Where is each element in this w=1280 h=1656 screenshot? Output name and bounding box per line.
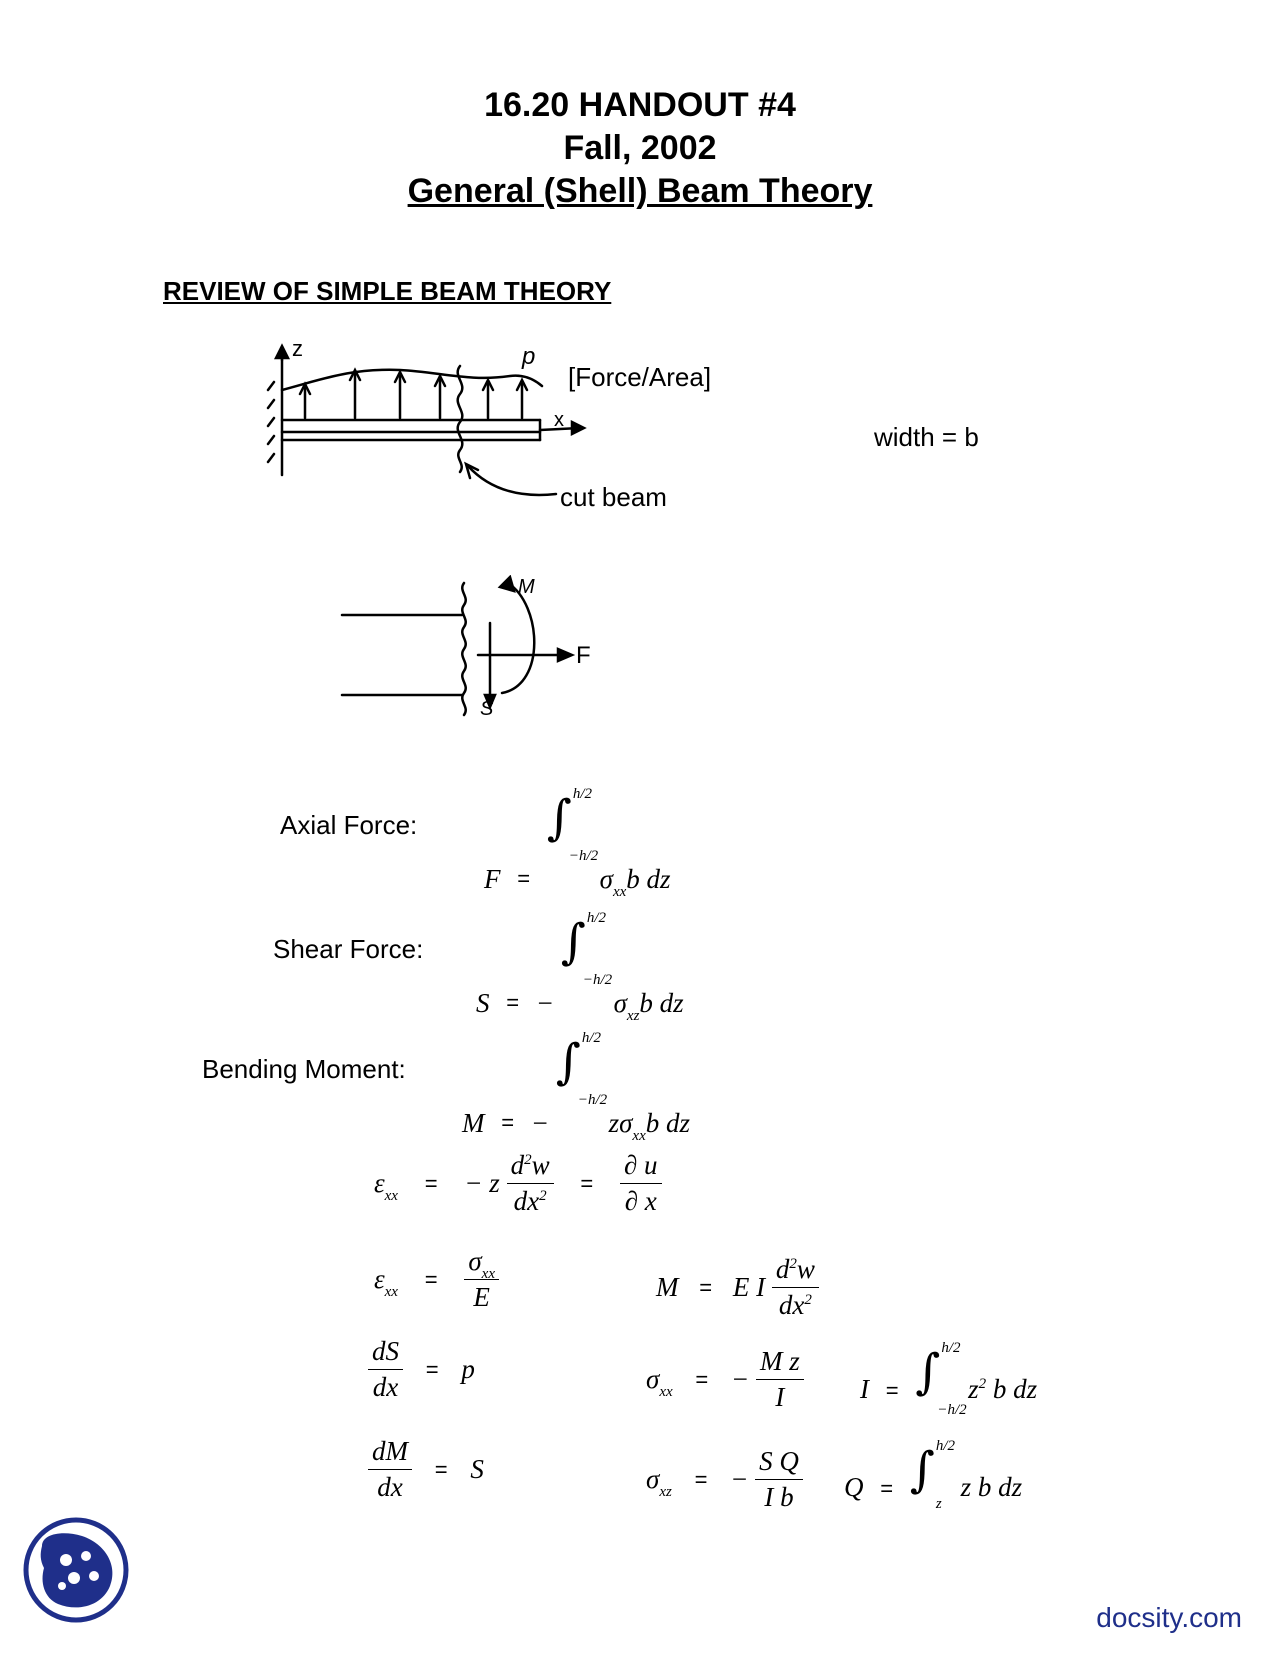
docsity-logo-icon	[22, 1516, 130, 1624]
lower-limit: −h/2	[582, 972, 613, 988]
upper-limit: h/2	[941, 1340, 961, 1356]
page-title-text: General (Shell) Beam Theory	[407, 172, 873, 210]
lower-limit: −h/2	[577, 1092, 608, 1108]
moment-of-inertia-equation: I = ∫ h/2 −h/2 $z^2$ b dz	[860, 1340, 1038, 1418]
z-axis-label: z	[292, 340, 303, 361]
shear-label: S	[480, 698, 494, 720]
section-heading: REVIEW OF SIMPLE BEAM THEORY	[163, 276, 612, 306]
upper-limit: h/2	[586, 910, 607, 926]
strain-curvature-equation: $\varepsilon_{xx}$ = − z $\frac{d^2w}{dx^2}$ = $\frac{\partial u}{\partial x}$	[374, 1150, 662, 1217]
lower-limit: −h/2	[568, 848, 599, 864]
moment-curvature-equation: M = E I $\frac{d^2w}{dx^2}$	[656, 1254, 819, 1321]
axial-force-equation: F $_=$ ∫ h/2 −h/2 $\sigma_{xx}b$ dz	[484, 786, 671, 900]
moment-label: M	[518, 576, 535, 598]
cut-beam-label: cut beam	[560, 482, 667, 512]
shear-load-equation: $\frac{dS}{dx}$ = p	[368, 1336, 475, 1403]
first-moment-equation: Q = ∫ h/2 z z b dz	[844, 1438, 1023, 1512]
axial-force-label: F	[576, 642, 591, 669]
bending-moment-label-text: Bending Moment:	[202, 1054, 406, 1084]
load-p-label: p	[522, 343, 536, 370]
cut-section-diagram	[330, 575, 630, 725]
moment-shear-equation: $\frac{dM}{dx}$ = S	[368, 1436, 484, 1503]
unit-label: [Force/Area]	[568, 362, 712, 392]
beam-load-diagram	[260, 340, 980, 540]
bending-moment-equation: M $_=$ − ∫ h/2 −h/2 $z\sigma_{xx}b$ dz	[462, 1030, 691, 1144]
page-title	[0, 174, 1280, 208]
width-label: width = b	[874, 422, 979, 452]
upper-limit: h/2	[935, 1438, 956, 1454]
axial-force-label-text: Axial Force:	[280, 810, 418, 840]
x-axis-label: x	[554, 409, 564, 431]
hooke-law-equation: $\varepsilon_{xx}$ = $\frac{\sigma_{xx}}{E}$	[374, 1246, 499, 1313]
shear-force-label-text: Shear Force:	[273, 934, 424, 964]
term: Fall, 2002	[563, 129, 717, 167]
shear-stress-equation: $\sigma_{xz}$ = − $\frac{\text{S Q}}{\text{I b}}$	[646, 1446, 803, 1513]
upper-limit: h/2	[572, 786, 593, 802]
handout-number: 16.20 HANDOUT #4	[484, 86, 796, 124]
bending-stress-equation: $\sigma_{xx}$ = − $\frac{\text{M z}}{I}$	[646, 1346, 804, 1413]
docsity-brand-link[interactable]: docsity.com	[1096, 1602, 1242, 1633]
lower-limit: −h/2	[937, 1402, 967, 1418]
shear-force-equation: S $_=$ − ∫ h/2 −h/2 $\sigma_{xz}b$ dz	[476, 910, 684, 1024]
upper-limit: h/2	[581, 1030, 602, 1046]
q-lower-limit: z	[935, 1496, 942, 1512]
